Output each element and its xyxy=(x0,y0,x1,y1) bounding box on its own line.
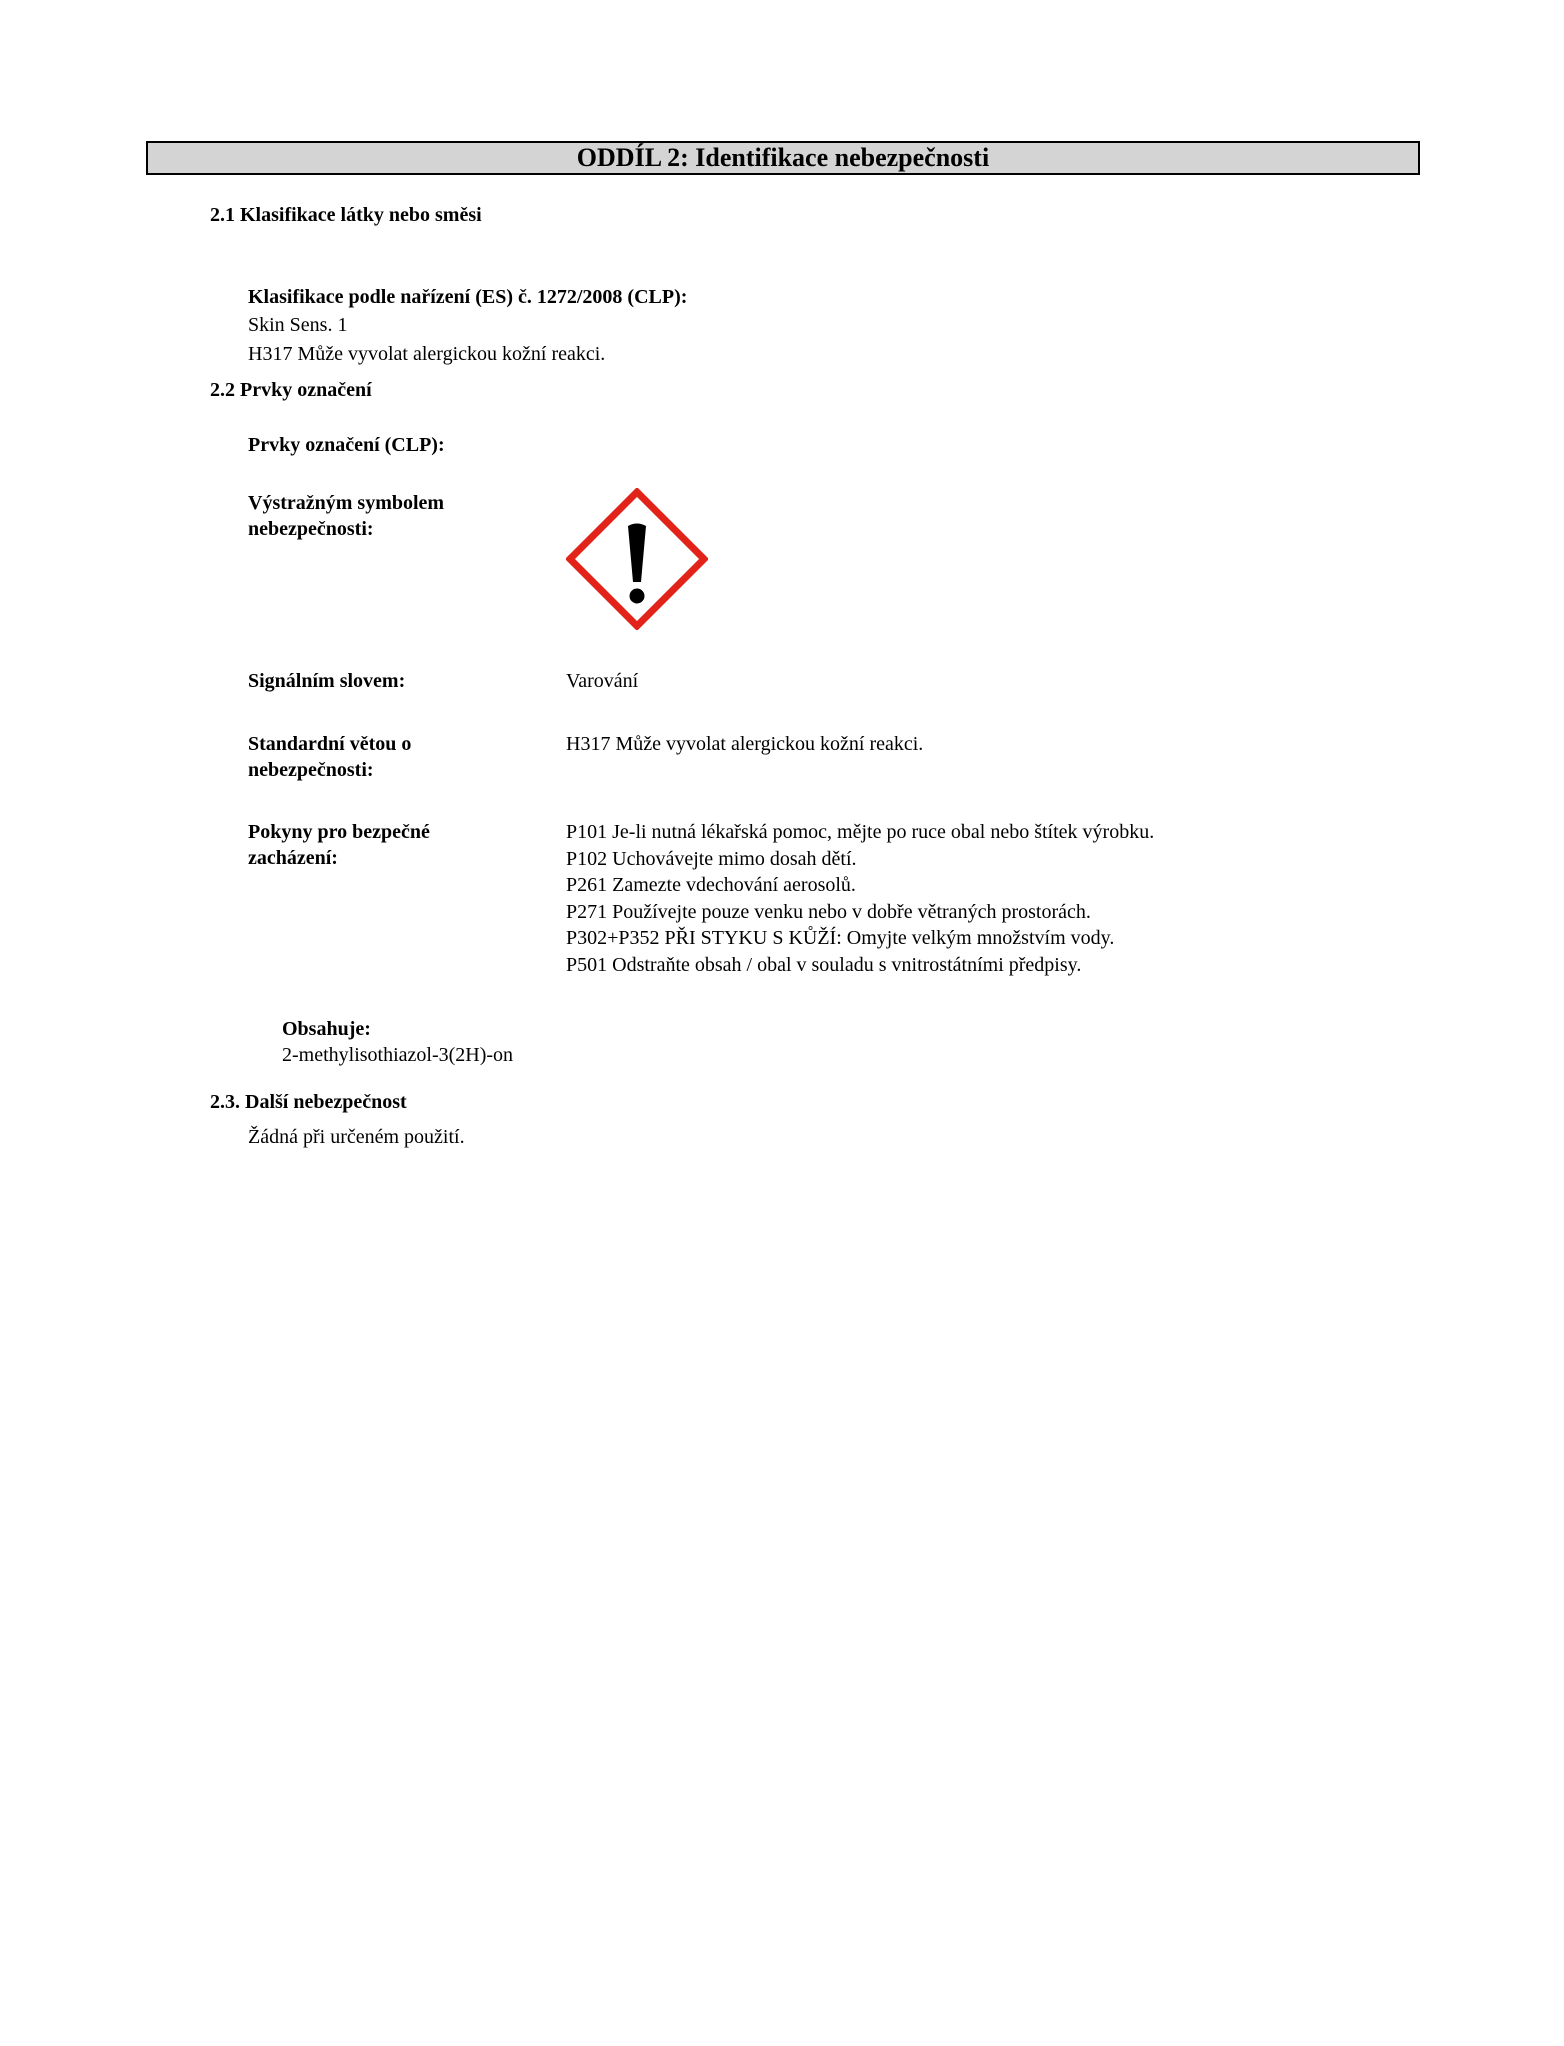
precautionary-statement: P261 Zamezte vdechování aerosolů. xyxy=(566,874,856,896)
hazard-symbol-label xyxy=(248,490,444,542)
signal-word-value: Varování xyxy=(566,670,639,692)
clp-classification-label: Klasifikace podle nařízení (ES) č. 1272/2008 (CLP): xyxy=(248,286,688,308)
contains-label: Obsahuje: xyxy=(282,1018,371,1040)
heading-2-1: 2.1 Klasifikace látky nebo směsi xyxy=(210,204,482,226)
hazard-symbol-label-line-1: Výstražným symbolem xyxy=(248,492,445,514)
precautionary-statement: P271 Používejte pouze venku nebo v dobře větraných prostorách. xyxy=(566,900,1091,923)
precautionary-label xyxy=(248,819,430,871)
classification-line: Skin Sens. 1 xyxy=(248,314,348,336)
classification-hazard-line: H317 Může vyvolat alergickou kožní reakci. xyxy=(248,343,606,365)
hazard-symbol-label-line-2: nebezpečnosti: xyxy=(248,518,374,540)
section-title-text: ODDÍL 2: Identifikace nebezpečnosti xyxy=(576,143,990,172)
precautionary-statements-list xyxy=(566,819,1154,978)
ghs07-exclamation-icon xyxy=(566,488,708,630)
precautionary-statement: P501 Odstraňte obsah / obal v souladu s vnitrostátními předpisy. xyxy=(566,953,1082,976)
hazard-statement-label-line-1: Standardní větou o xyxy=(248,733,412,755)
contains-value: 2-methylisothiazol-3(2H)-on xyxy=(282,1044,514,1066)
precautionary-statement: P101 Je-li nutná lékařská pomoc, mějte po ruce obal nebo štítek výrobku. xyxy=(566,821,1155,843)
clp-label-elements-label: Prvky označení (CLP): xyxy=(248,434,445,456)
hazard-statement-value: H317 Může vyvolat alergickou kožní reakci. xyxy=(566,733,924,755)
precautionary-statement: P102 Uchovávejte mimo dosah dětí. xyxy=(566,847,857,870)
hazard-statement-label xyxy=(248,731,411,783)
precautionary-statement: P302+P352 PŘI STYKU S KŮŽÍ: Omyjte velkým množstvím vody. xyxy=(566,927,1115,949)
heading-2-3: 2.3. Další nebezpečnost xyxy=(210,1091,407,1113)
signal-word-label: Signálním slovem: xyxy=(248,670,406,692)
hazard-statement-label-line-2: nebezpečnosti: xyxy=(248,759,374,781)
section-title xyxy=(146,141,1420,175)
precautionary-label-line-1: Pokyny pro bezpečné xyxy=(248,821,430,843)
heading-2-2: 2.2 Prvky označení xyxy=(210,379,372,401)
precautionary-label-line-2: zacházení: xyxy=(248,847,338,869)
other-hazards-text: Žádná při určeném použití. xyxy=(248,1126,465,1148)
